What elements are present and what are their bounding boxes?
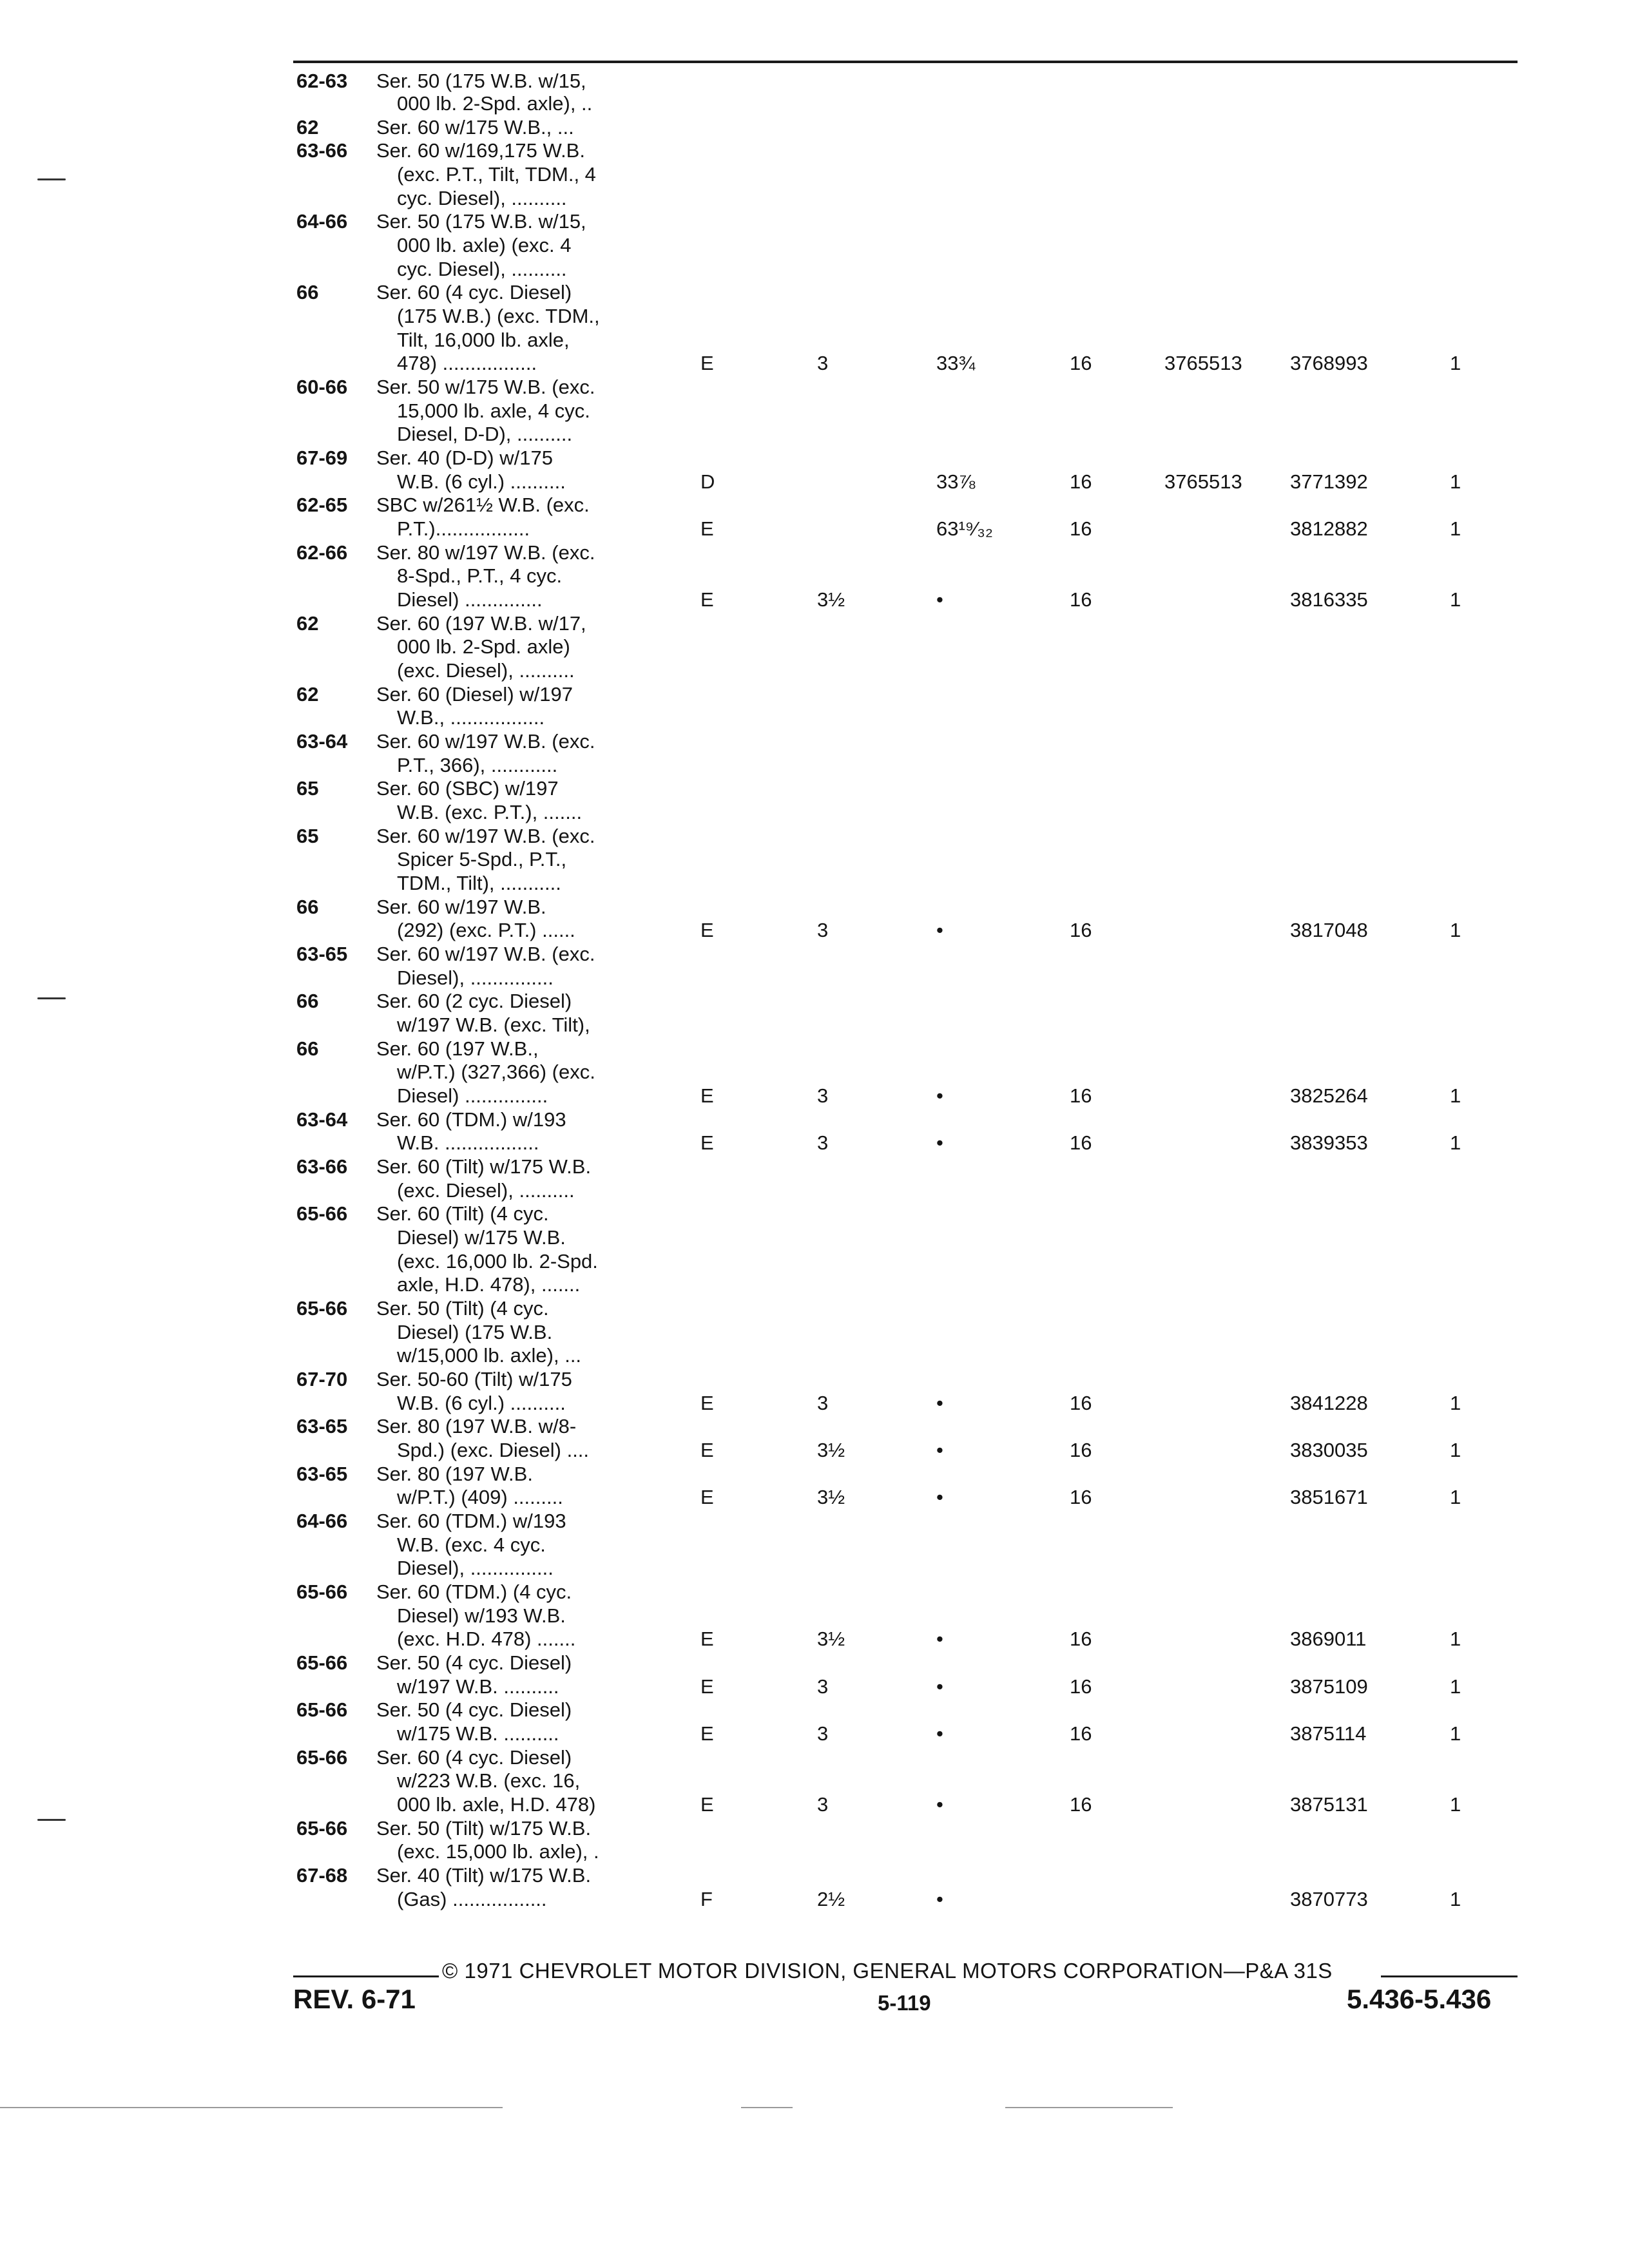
table-row [0,1769,1629,1792]
spec-column-3: • [936,1628,943,1650]
model-years: 65-66 [296,1651,348,1674]
application-description: Ser. 50 (175 W.B. w/15, [376,210,586,233]
table-row [0,1061,1629,1084]
application-description: (exc. Diesel), .......... [397,1179,575,1202]
application-description: 000 lb. axle) (exc. 4 [397,234,572,256]
spec-column-4: 16 [1070,588,1092,611]
application-description: W.B., ................. [397,706,545,729]
spec-column-2: 3 [817,1131,829,1154]
application-description: (292) (exc. P.T.) ...... [397,919,575,941]
spec-column-6: 3817048 [1290,919,1368,941]
table-row [0,872,1629,895]
application-description: 000 lb. axle, H.D. 478) [397,1793,596,1816]
spec-column-1: E [700,919,714,941]
application-description: (exc. 15,000 lb. axle), . [397,1840,599,1863]
application-description: Ser. 60 (197 W.B. w/17, [376,612,586,635]
table-row [0,423,1629,446]
table-row [0,1533,1629,1557]
spec-column-2: 2½ [817,1888,845,1910]
table-row [0,1392,1629,1415]
application-description: (Gas) ................. [397,1888,547,1910]
spec-column-6: 3841228 [1290,1392,1368,1414]
application-description: w/P.T.) (409) ......... [397,1486,563,1508]
application-description: Ser. 60 (TDM.) (4 cyc. [376,1581,572,1603]
spec-column-1: E [700,1131,714,1154]
application-description: w/197 W.B. (exc. Tilt), [397,1014,590,1036]
table-row [0,825,1629,848]
spec-column-6: 3830035 [1290,1439,1368,1461]
spec-column-4: 16 [1070,1486,1092,1508]
model-years: 65-66 [296,1581,348,1603]
spec-column-7: 1 [1450,1675,1461,1698]
spec-column-7: 1 [1450,1628,1461,1650]
spec-column-4: 16 [1070,470,1092,493]
spec-column-4: 16 [1070,1131,1092,1154]
table-row [0,70,1629,93]
table-row [0,1368,1629,1391]
spec-column-6: 3851671 [1290,1486,1368,1508]
model-years: 62 [296,116,319,139]
spec-column-1: E [700,1486,714,1508]
table-row [0,1698,1629,1722]
application-description: Ser. 50 (4 cyc. Diesel) [376,1651,572,1674]
table-row [0,943,1629,966]
spec-column-6: 3771392 [1290,470,1368,493]
model-years: 62-63 [296,70,348,92]
table-row [0,1604,1629,1628]
model-years: 65-66 [296,1746,348,1769]
table-row [0,234,1629,257]
spec-column-6: 3812882 [1290,517,1368,540]
spec-column-7: 1 [1450,919,1461,941]
application-description: (exc. Diesel), .......... [397,659,575,682]
spec-column-1: E [700,588,714,611]
application-description: Ser. 40 (Tilt) w/175 W.B. [376,1864,592,1887]
application-description: Ser. 60 (197 W.B., [376,1037,539,1060]
spec-column-2: 3 [817,1722,829,1745]
application-description: Ser. 50 (175 W.B. w/15, [376,70,586,92]
spec-column-2: 3 [817,919,829,941]
spec-column-4: 16 [1070,919,1092,941]
application-description: 000 lb. 2-Spd. axle), .. [397,92,593,115]
spec-column-4: 16 [1070,1392,1092,1414]
model-years: 60-66 [296,376,348,398]
application-description: (175 W.B.) (exc. TDM., [397,305,600,327]
table-row [0,1840,1629,1863]
spec-column-7: 1 [1450,1131,1461,1154]
model-years: 62-65 [296,494,348,516]
spec-column-1: E [700,1084,714,1107]
spec-column-1: E [700,1675,714,1698]
spec-column-3: • [936,1392,943,1414]
spec-column-3: 63¹⁹⁄₃₂ [936,517,993,540]
application-description: Ser. 60 (4 cyc. Diesel) [376,1746,572,1769]
table-row [0,329,1629,352]
application-description: Ser. 80 (197 W.B. w/8- [376,1415,577,1437]
top-rule [293,61,1518,63]
application-description: Ser. 50-60 (Tilt) w/175 [376,1368,572,1390]
spec-column-1: E [700,1439,714,1461]
spec-column-7: 1 [1450,517,1461,540]
spec-column-1: E [700,1793,714,1816]
spec-column-3: 33¾ [936,352,976,374]
application-description: Tilt, 16,000 lb. axle, [397,329,570,351]
table-row [0,1463,1629,1486]
spec-column-6: 3869011 [1290,1628,1367,1650]
spec-column-3: • [936,919,943,941]
table-row [0,588,1629,611]
spec-column-1: E [700,1722,714,1745]
model-years: 62-66 [296,541,348,564]
table-row [0,1321,1629,1344]
spec-column-4: 16 [1070,517,1092,540]
footer-rule [293,1975,439,1977]
application-description: Ser. 60 w/175 W.B., ... [376,116,574,139]
table-row [0,1155,1629,1178]
model-years: 65 [296,825,319,847]
table-row [0,139,1629,162]
spec-column-4: 16 [1070,352,1092,374]
model-years: 66 [296,1037,319,1060]
table-row [0,1014,1629,1037]
application-description: P.T., 366), ............ [397,754,558,776]
table-row [0,754,1629,777]
spec-column-3: • [936,1439,943,1461]
spec-column-6: 3875114 [1290,1722,1367,1745]
application-description: Diesel) .............. [397,588,543,611]
application-description: 15,000 lb. axle, 4 cyc. [397,399,590,422]
application-description: W.B. (exc. P.T.), ....... [397,801,583,823]
spec-column-2: 3 [817,1084,829,1107]
model-years: 67-70 [296,1368,348,1390]
spec-column-4: 16 [1070,1439,1092,1461]
spec-column-1: D [700,470,715,493]
application-description: Diesel) w/175 W.B. [397,1226,566,1249]
application-description: TDM., Tilt), ........... [397,872,561,894]
model-years: 66 [296,896,319,918]
spec-column-3: • [936,1084,943,1107]
spec-column-4: 16 [1070,1722,1092,1745]
spec-column-7: 1 [1450,1084,1461,1107]
table-row [0,1628,1629,1651]
table-row [0,659,1629,682]
application-description: w/197 W.B. .......... [397,1675,559,1698]
table-row [0,1108,1629,1131]
model-years: 64-66 [296,1510,348,1532]
table-row [0,210,1629,233]
table-row [0,1817,1629,1840]
spec-column-1: E [700,1628,714,1650]
table-row [0,1131,1629,1155]
table-row [0,1864,1629,1887]
application-description: Diesel), ............... [397,966,554,989]
table-row [0,801,1629,824]
application-description: Ser. 40 (D-D) w/175 [376,447,553,469]
table-row [0,1297,1629,1320]
model-years: 65-66 [296,1698,348,1721]
spec-column-7: 1 [1450,352,1461,374]
table-row [0,305,1629,328]
table-row [0,612,1629,635]
model-years: 63-65 [296,943,348,965]
table-row [0,541,1629,564]
application-description: (exc. P.T., Tilt, TDM., 4 [397,163,596,186]
model-years: 63-64 [296,730,348,753]
table-row [0,1888,1629,1911]
spec-column-7: 1 [1450,1793,1461,1816]
application-description: cyc. Diesel), .......... [397,187,567,209]
table-row [0,517,1629,541]
spec-column-7: 1 [1450,1722,1461,1745]
application-description: w/223 W.B. (exc. 16, [397,1769,581,1792]
application-description: Diesel), ............... [397,1557,554,1579]
table-row [0,187,1629,210]
application-description: Ser. 60 w/197 W.B. (exc. [376,943,595,965]
table-row [0,258,1629,281]
model-years: 65-66 [296,1202,348,1225]
application-description: cyc. Diesel), .......... [397,258,567,280]
spec-column-2: 3 [817,1392,829,1414]
scan-artifact-line [0,2107,503,2108]
spec-column-6: 3870773 [1290,1888,1368,1910]
application-description: (exc. H.D. 478) ....... [397,1628,576,1650]
table-row [0,1722,1629,1745]
application-description: Ser. 80 w/197 W.B. (exc. [376,541,595,564]
spec-column-3: • [936,588,943,611]
application-description: Ser. 60 w/197 W.B. (exc. [376,825,595,847]
table-row [0,1344,1629,1367]
spec-column-3: • [936,1793,943,1816]
group-number: 5.436-5.436 [1347,1984,1492,2014]
table-row [0,470,1629,494]
table-row [0,352,1629,375]
spec-column-2: 3½ [817,1439,845,1461]
spec-column-3: • [936,1486,943,1508]
spec-column-3: • [936,1675,943,1698]
table-row [0,1179,1629,1202]
model-years: 66 [296,990,319,1012]
table-row [0,281,1629,304]
table-row [0,1273,1629,1296]
spec-column-3: 33⅞ [936,470,976,493]
spec-column-6: 3825264 [1290,1084,1368,1107]
footer-rule [1381,1975,1518,1977]
table-row [0,1415,1629,1438]
spec-column-7: 1 [1450,588,1461,611]
spec-column-2: 3 [817,352,829,374]
application-description: Ser. 50 (4 cyc. Diesel) [376,1698,572,1721]
application-description: Spd.) (exc. Diesel) .... [397,1439,590,1461]
model-years: 65 [296,777,319,800]
application-description: 478) ................. [397,352,537,374]
application-description: w/P.T.) (327,366) (exc. [397,1061,595,1083]
spec-column-2: 3½ [817,1628,845,1650]
spec-column-3: • [936,1131,943,1154]
spec-column-7: 1 [1450,470,1461,493]
spec-column-6: 3839353 [1290,1131,1368,1154]
table-row [0,494,1629,517]
table-row [0,163,1629,186]
model-years: 65-66 [296,1817,348,1840]
table-row [0,116,1629,139]
application-description: Ser. 60 (4 cyc. Diesel) [376,281,572,303]
model-years: 63-66 [296,139,348,162]
table-row [0,1439,1629,1462]
revision-label: REV. 6-71 [293,1984,416,2014]
application-description: Diesel, D-D), .......... [397,423,573,445]
application-description: w/175 W.B. .......... [397,1722,559,1745]
spec-column-7: 1 [1450,1392,1461,1414]
spec-column-2: 3 [817,1675,829,1698]
table-row [0,399,1629,423]
application-description: 000 lb. 2-Spd. axle) [397,635,570,658]
table-row [0,1250,1629,1273]
scan-artifact-line [741,2107,793,2108]
table-row [0,1651,1629,1675]
spec-column-6: 3875131 [1290,1793,1368,1816]
table-row [0,777,1629,800]
model-years: 67-69 [296,447,348,469]
application-description: 8-Spd., P.T., 4 cyc. [397,564,563,587]
spec-column-1: E [700,1392,714,1414]
spec-column-1: E [700,352,714,374]
spec-column-6: 3768993 [1290,352,1368,374]
table-row [0,730,1629,753]
table-row [0,376,1629,399]
application-description: P.T.)................. [397,517,530,540]
table-row [0,683,1629,706]
application-description: Ser. 60 (TDM.) w/193 [376,1108,566,1131]
application-description: Ser. 50 w/175 W.B. (exc. [376,376,595,398]
application-description: Ser. 60 w/197 W.B. (exc. [376,730,595,753]
application-description: Ser. 60 (2 cyc. Diesel) [376,990,572,1012]
application-description: Ser. 50 (Tilt) (4 cyc. [376,1297,549,1320]
model-years: 62 [296,683,319,706]
application-description: Ser. 60 w/169,175 W.B. [376,139,585,162]
application-description: axle, H.D. 478), ....... [397,1273,581,1296]
application-description: SBC w/261½ W.B. (exc. [376,494,590,516]
application-description: W.B. ................. [397,1131,539,1154]
spec-column-3: • [936,1888,943,1910]
application-description: W.B. (6 cyl.) .......... [397,470,566,493]
table-row [0,1486,1629,1509]
spec-column-2: 3 [817,1793,829,1816]
application-description: Ser. 50 (Tilt) w/175 W.B. [376,1817,592,1840]
model-years: 67-68 [296,1864,348,1887]
model-years: 63-66 [296,1155,348,1178]
table-row [0,1510,1629,1533]
application-description: Spicer 5-Spd., P.T., [397,848,567,870]
spec-column-1: F [700,1888,713,1910]
application-description: Ser. 60 (Diesel) w/197 [376,683,573,706]
model-years: 62 [296,612,319,635]
application-description: Ser. 60 (Tilt) w/175 W.B. [376,1155,592,1178]
spec-column-4: 16 [1070,1675,1092,1698]
application-description: w/15,000 lb. axle), ... [397,1344,582,1367]
spec-column-6: 3875109 [1290,1675,1368,1698]
spec-column-3: • [936,1722,943,1745]
table-row [0,1226,1629,1249]
spec-column-5: 3765513 [1164,352,1242,374]
table-row [0,848,1629,871]
table-row [0,564,1629,588]
spec-column-5: 3765513 [1164,470,1242,493]
application-description: (exc. 16,000 lb. 2-Spd. [397,1250,598,1273]
model-years: 66 [296,281,319,303]
application-description: Diesel) w/193 W.B. [397,1604,566,1627]
table-row [0,896,1629,919]
application-description: Diesel) ............... [397,1084,548,1107]
table-row [0,1746,1629,1769]
application-description: Ser. 60 (Tilt) (4 cyc. [376,1202,549,1225]
application-description: Diesel) (175 W.B. [397,1321,553,1343]
table-row [0,447,1629,470]
spec-column-2: 3½ [817,1486,845,1508]
model-years: 63-65 [296,1415,348,1437]
table-row [0,1202,1629,1225]
table-row [0,1037,1629,1061]
table-row [0,990,1629,1013]
copyright-line: © 1971 CHEVROLET MOTOR DIVISION, GENERAL MOTORS CORPORATION—P&A 31S [442,1959,1333,1983]
spec-column-7: 1 [1450,1486,1461,1508]
application-description: Ser. 60 (TDM.) w/193 [376,1510,566,1532]
model-years: 65-66 [296,1297,348,1320]
spec-column-2: 3½ [817,588,845,611]
spec-column-4: 16 [1070,1084,1092,1107]
application-description: Ser. 60 w/197 W.B. [376,896,546,918]
table-row [0,1084,1629,1108]
application-description: Ser. 60 (SBC) w/197 [376,777,559,800]
table-row [0,966,1629,990]
table-row [0,919,1629,942]
spec-column-4: 16 [1070,1628,1092,1650]
table-row [0,1581,1629,1604]
model-years: 63-64 [296,1108,348,1131]
model-years: 63-65 [296,1463,348,1485]
application-description: W.B. (exc. 4 cyc. [397,1533,546,1556]
table-row [0,706,1629,729]
spec-column-7: 1 [1450,1888,1461,1910]
table-row [0,92,1629,115]
spec-column-1: E [700,517,714,540]
model-years: 64-66 [296,210,348,233]
table-row [0,1557,1629,1580]
page-number: 5-119 [878,1991,931,2015]
table-row [0,1675,1629,1698]
spec-column-6: 3816335 [1290,588,1368,611]
spec-column-7: 1 [1450,1439,1461,1461]
table-row [0,1793,1629,1816]
table-row [0,635,1629,658]
scan-artifact-line [1005,2107,1173,2108]
application-description: Ser. 80 (197 W.B. [376,1463,533,1485]
spec-column-4: 16 [1070,1793,1092,1816]
application-description: W.B. (6 cyl.) .......... [397,1392,566,1414]
